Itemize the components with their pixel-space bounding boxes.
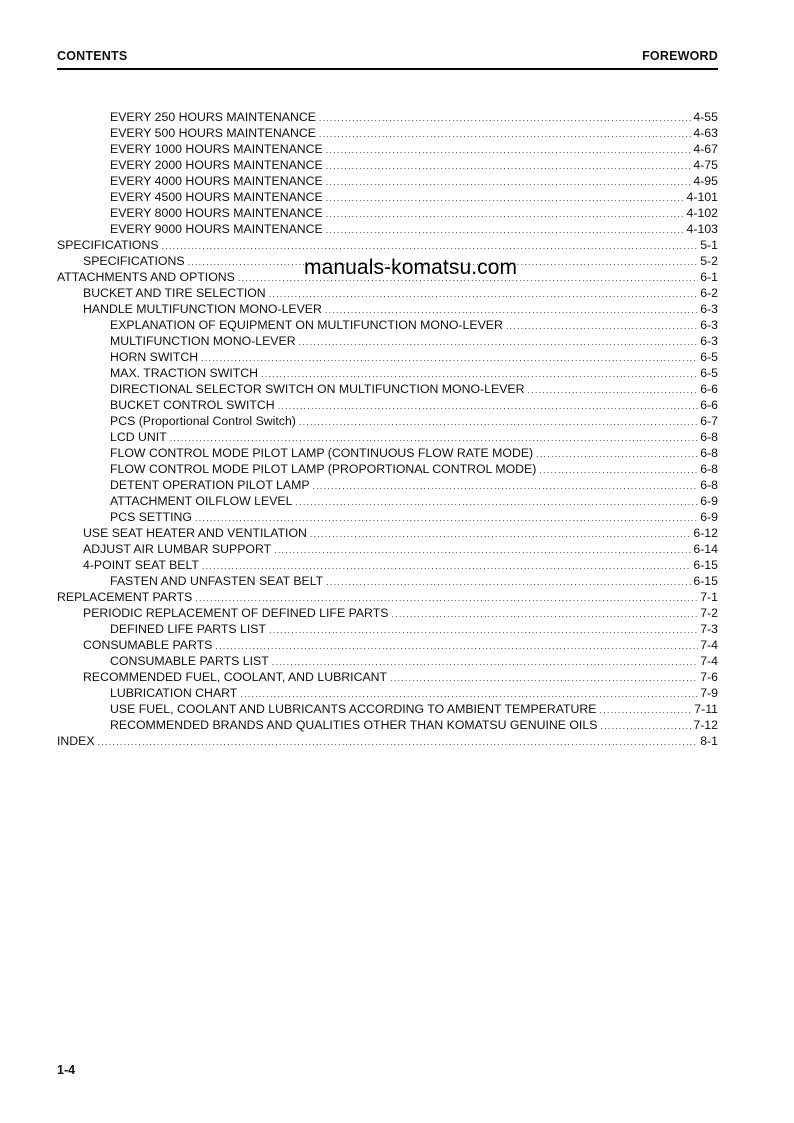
toc-dot-leader <box>272 654 698 670</box>
toc-entry-page: 6-5 <box>700 350 718 364</box>
toc-dot-leader <box>391 606 698 622</box>
toc-entry-page: 6-9 <box>700 510 718 524</box>
toc-entry-title: FLOW CONTROL MODE PILOT LAMP (PROPORTIONAL CONTROL MODE) <box>110 462 537 476</box>
toc-entry-page: 6-3 <box>700 318 718 332</box>
toc-entry-title: FLOW CONTROL MODE PILOT LAMP (CONTINUOUS FLOW RATE MODE) <box>110 446 534 460</box>
table-of-contents <box>57 109 718 749</box>
toc-entry-title: RECOMMENDED FUEL, COOLANT, AND LUBRICANT <box>83 670 388 684</box>
toc-entry-title: EVERY 4000 HOURS MAINTENANCE <box>110 174 323 188</box>
toc-entry[interactable] <box>57 509 718 525</box>
toc-dot-leader <box>536 446 698 462</box>
toc-entry[interactable] <box>57 413 718 429</box>
toc-entry-page: 4-55 <box>693 110 718 124</box>
toc-entry-page: 7-1 <box>700 590 718 604</box>
toc-entry[interactable] <box>57 381 718 397</box>
toc-dot-leader <box>600 702 693 718</box>
toc-entry[interactable] <box>57 317 718 333</box>
toc-dot-leader <box>390 670 698 686</box>
toc-entry-title: ATTACHMENT OILFLOW LEVEL <box>110 494 293 508</box>
toc-entry-title: SPECIFICATIONS <box>57 238 159 252</box>
toc-entry-title: HORN SWITCH <box>110 350 199 364</box>
toc-entry[interactable] <box>57 637 718 653</box>
toc-entry-title: EXPLANATION OF EQUIPMENT ON MULTIFUNCTION MONO-LEVER <box>110 318 503 332</box>
toc-entry[interactable] <box>57 541 718 557</box>
toc-dot-leader <box>299 334 699 350</box>
toc-entry[interactable] <box>57 109 718 125</box>
toc-entry[interactable] <box>57 141 718 157</box>
toc-dot-leader <box>195 510 698 526</box>
toc-dot-leader <box>195 590 698 606</box>
toc-dot-leader <box>170 430 699 446</box>
toc-entry-page: 4-63 <box>693 126 718 140</box>
toc-dot-leader <box>313 478 699 494</box>
toc-entry-title: EVERY 1000 HOURS MAINTENANCE <box>110 142 323 156</box>
toc-dot-leader <box>326 158 692 174</box>
toc-entry[interactable] <box>57 237 718 253</box>
toc-entry[interactable] <box>57 445 718 461</box>
toc-entry-title: FASTEN AND UNFASTEN SEAT BELT <box>110 574 324 588</box>
toc-dot-leader <box>325 302 698 318</box>
toc-entry[interactable] <box>57 189 718 205</box>
toc-entry-title: 4-POINT SEAT BELT <box>83 558 199 572</box>
toc-dot-leader <box>278 398 699 414</box>
header-chapter-label: FOREWORD <box>642 49 718 63</box>
toc-entry[interactable] <box>57 525 718 541</box>
toc-entry-page: 6-5 <box>700 366 718 380</box>
toc-entry-title: ADJUST AIR LUMBAR SUPPORT <box>83 542 272 556</box>
toc-entry[interactable] <box>57 205 718 221</box>
toc-entry[interactable] <box>57 349 718 365</box>
toc-entry-title: PERIODIC REPLACEMENT OF DEFINED LIFE PARTS <box>83 606 389 620</box>
toc-entry-title: CONSUMABLE PARTS LIST <box>110 654 269 668</box>
toc-entry[interactable] <box>57 557 718 573</box>
toc-entry-page: 6-3 <box>700 334 718 348</box>
toc-entry[interactable] <box>57 285 718 301</box>
toc-entry-title: DIRECTIONAL SELECTOR SWITCH ON MULTIFUNCTION MONO-LEVER <box>110 382 525 396</box>
toc-dot-leader <box>162 238 699 254</box>
toc-entry-page: 6-7 <box>700 414 718 428</box>
toc-entry-page: 6-15 <box>693 574 718 588</box>
toc-entry-page: 4-101 <box>686 190 718 204</box>
toc-entry[interactable] <box>57 397 718 413</box>
toc-entry-page: 6-8 <box>700 478 718 492</box>
toc-dot-leader <box>299 414 698 430</box>
toc-dot-leader <box>295 494 698 510</box>
toc-entry[interactable] <box>57 653 718 669</box>
toc-entry-page: 7-2 <box>700 606 718 620</box>
toc-entry-title: MAX. TRACTION SWITCH <box>110 366 259 380</box>
toc-dot-leader <box>261 366 698 382</box>
toc-entry-title: EVERY 8000 HOURS MAINTENANCE <box>110 206 323 220</box>
toc-entry-title: ATTACHMENTS AND OPTIONS <box>57 270 235 284</box>
toc-dot-leader <box>326 574 691 590</box>
toc-entry[interactable] <box>57 685 718 701</box>
toc-dot-leader <box>326 222 685 238</box>
toc-entry-title: EVERY 2000 HOURS MAINTENANCE <box>110 158 323 172</box>
toc-entry-page: 7-4 <box>700 654 718 668</box>
toc-entry-title: RECOMMENDED BRANDS AND QUALITIES OTHER THAN KOMATSU GENUINE OILS <box>110 718 598 732</box>
toc-entry-page: 6-2 <box>700 286 718 300</box>
toc-entry-page: 6-1 <box>700 270 718 284</box>
watermark: manuals-komatsu.com <box>304 256 518 279</box>
toc-entry-page: 6-6 <box>700 398 718 412</box>
toc-dot-leader <box>240 686 698 702</box>
toc-entry-page: 4-102 <box>686 206 718 220</box>
toc-entry[interactable] <box>57 621 718 637</box>
toc-entry-title: PCS (Proportional Control Switch) <box>110 414 296 428</box>
toc-entry-title: MULTIFUNCTION MONO-LEVER <box>110 334 296 348</box>
toc-entry[interactable] <box>57 733 718 749</box>
toc-entry-title: DETENT OPERATION PILOT LAMP <box>110 478 310 492</box>
toc-entry-page: 6-15 <box>693 558 718 572</box>
page-header <box>57 49 718 69</box>
toc-entry[interactable] <box>57 301 718 317</box>
toc-entry-title: HANDLE MULTIFUNCTION MONO-LEVER <box>83 302 322 316</box>
toc-entry[interactable] <box>57 365 718 381</box>
toc-entry-page: 7-6 <box>700 670 718 684</box>
toc-entry[interactable] <box>57 461 718 477</box>
toc-entry-page: 8-1 <box>700 734 718 748</box>
toc-entry-page: 4-95 <box>693 174 718 188</box>
toc-entry[interactable] <box>57 589 718 605</box>
toc-entry-page: 6-12 <box>693 526 718 540</box>
toc-entry-title: SPECIFICATIONS <box>83 254 185 268</box>
toc-dot-leader <box>269 286 699 302</box>
header-section-label: CONTENTS <box>57 49 128 63</box>
toc-dot-leader <box>326 206 685 222</box>
toc-entry[interactable] <box>57 173 718 189</box>
toc-dot-leader <box>319 110 691 126</box>
toc-dot-leader <box>201 350 698 366</box>
header-rule <box>57 68 718 70</box>
toc-dot-leader <box>98 734 699 750</box>
toc-dot-leader <box>274 542 691 558</box>
toc-dot-leader <box>600 718 691 734</box>
toc-entry-title: BUCKET CONTROL SWITCH <box>110 398 275 412</box>
toc-entry[interactable] <box>57 333 718 349</box>
toc-entry-title: EVERY 4500 HOURS MAINTENANCE <box>110 190 323 204</box>
toc-entry-page: 7-11 <box>694 702 718 716</box>
toc-dot-leader <box>527 382 698 398</box>
toc-entry-title: EVERY 500 HOURS MAINTENANCE <box>110 126 316 140</box>
toc-entry-page: 6-9 <box>700 494 718 508</box>
toc-entry-title: USE FUEL, COOLANT AND LUBRICANTS ACCORDING TO AMBIENT TEMPERATURE <box>110 702 597 716</box>
toc-entry-page: 6-8 <box>700 430 718 444</box>
toc-entry[interactable] <box>57 477 718 493</box>
toc-entry-page: 4-103 <box>686 222 718 236</box>
toc-entry-page: 6-8 <box>700 446 718 460</box>
toc-entry-title: CONSUMABLE PARTS <box>83 638 213 652</box>
toc-entry-title: EVERY 9000 HOURS MAINTENANCE <box>110 222 323 236</box>
page-number: 1-4 <box>57 1063 76 1077</box>
toc-entry-title: EVERY 250 HOURS MAINTENANCE <box>110 110 316 124</box>
toc-dot-leader <box>506 318 698 334</box>
toc-entry-page: 6-3 <box>700 302 718 316</box>
toc-dot-leader <box>539 462 698 478</box>
toc-entry-title: INDEX <box>57 734 95 748</box>
toc-entry-title: PCS SETTING <box>110 510 192 524</box>
toc-entry-title: LUBRICATION CHART <box>110 686 238 700</box>
toc-entry[interactable] <box>57 605 718 621</box>
toc-entry-page: 7-3 <box>700 622 718 636</box>
toc-entry-page: 4-75 <box>693 158 718 172</box>
toc-entry-title: LCD UNIT <box>110 430 167 444</box>
toc-entry[interactable] <box>57 221 718 237</box>
toc-entry[interactable] <box>57 717 718 733</box>
toc-entry-page: 4-67 <box>693 142 718 156</box>
toc-entry-title: DEFINED LIFE PARTS LIST <box>110 622 267 636</box>
toc-entry-page: 5-1 <box>700 238 718 252</box>
toc-entry-page: 7-12 <box>693 718 718 732</box>
toc-entry-page: 6-8 <box>700 462 718 476</box>
toc-dot-leader <box>202 558 691 574</box>
toc-dot-leader <box>326 190 685 206</box>
toc-dot-leader <box>215 638 698 654</box>
toc-entry[interactable] <box>57 701 718 717</box>
toc-entry[interactable] <box>57 669 718 685</box>
toc-entry-page: 5-2 <box>700 254 718 268</box>
toc-entry-page: 7-9 <box>700 686 718 700</box>
toc-entry-page: 6-6 <box>700 382 718 396</box>
toc-dot-leader <box>319 126 691 142</box>
toc-entry[interactable] <box>57 573 718 589</box>
toc-entry-page: 7-4 <box>700 638 718 652</box>
toc-entry[interactable] <box>57 493 718 509</box>
toc-dot-leader <box>326 174 692 190</box>
toc-entry[interactable] <box>57 429 718 445</box>
toc-dot-leader <box>269 622 698 638</box>
toc-entry-page: 6-14 <box>693 542 718 556</box>
toc-entry[interactable] <box>57 125 718 141</box>
toc-dot-leader <box>326 142 692 158</box>
toc-entry[interactable] <box>57 157 718 173</box>
toc-entry-title: USE SEAT HEATER AND VENTILATION <box>83 526 307 540</box>
toc-entry-title: BUCKET AND TIRE SELECTION <box>83 286 266 300</box>
toc-entry-title: REPLACEMENT PARTS <box>57 590 193 604</box>
toc-dot-leader <box>310 526 691 542</box>
